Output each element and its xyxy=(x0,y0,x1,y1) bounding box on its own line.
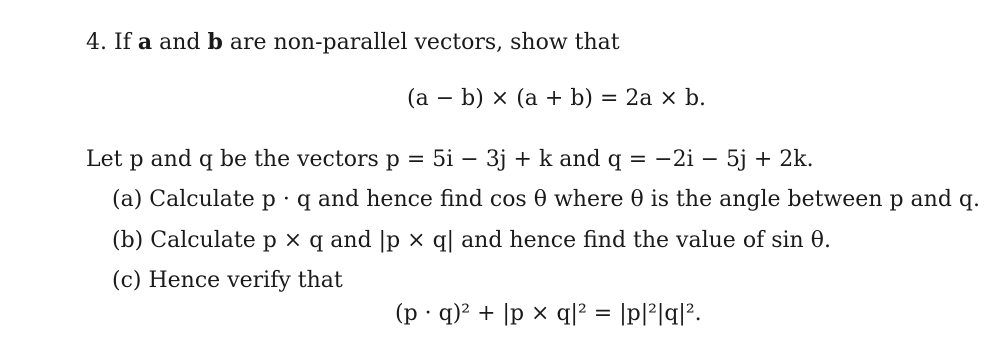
question-5-part-b: (b) Calculate p × q and |p × q| and hence find the value of sin θ. xyxy=(112,228,831,253)
question-4-number: 4. xyxy=(86,30,107,55)
q4-word-if: If xyxy=(114,30,131,55)
q4-word-and: and xyxy=(159,30,201,55)
question-4 xyxy=(86,29,620,56)
q4-vector-b: b xyxy=(207,29,223,55)
question-5 xyxy=(86,147,814,173)
question-4-text xyxy=(114,30,620,55)
question-4-equation: (a − b) × (a + b) = 2a × b. xyxy=(407,86,707,111)
question-5-part-c: (c) Hence verify that xyxy=(112,268,343,293)
question-5-equation: (p · q)² + |p × q|² = |p|²|q|². xyxy=(395,301,702,326)
q4-vector-a: a xyxy=(137,29,153,55)
question-5-text: Let p and q be the vectors p = 5i − 3j + k and q = −2i − 5j + 2k. xyxy=(86,147,814,172)
question-5-part-a: (a) Calculate p · q and hence find cos θ where θ is the angle between p and q. xyxy=(112,187,980,212)
q4-rest: are non-parallel vectors, show that xyxy=(229,30,620,55)
